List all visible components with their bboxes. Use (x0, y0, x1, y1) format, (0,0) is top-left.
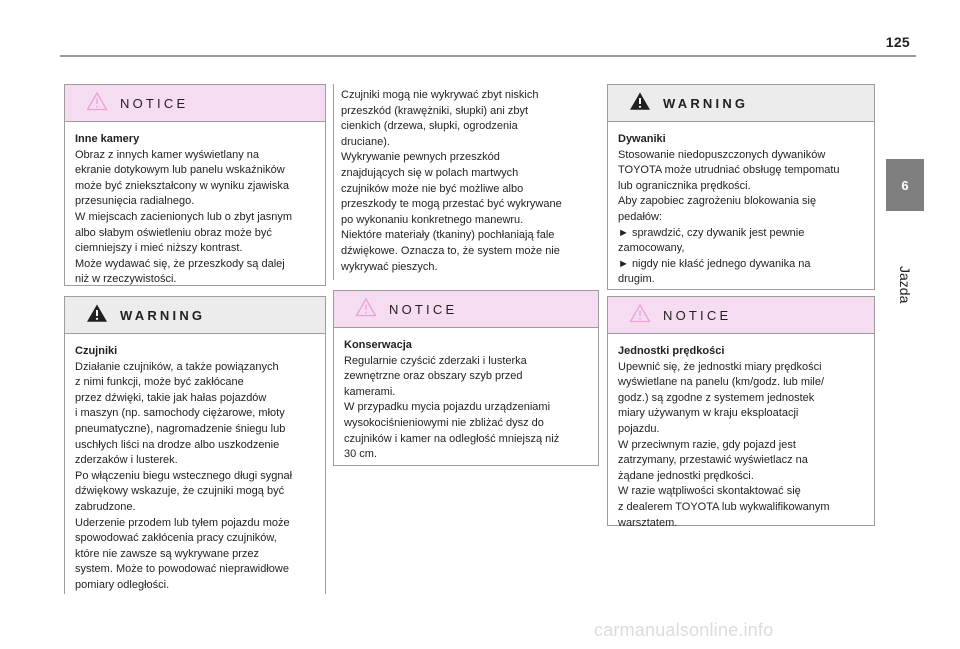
notice-triangle-icon (629, 303, 651, 328)
notice-header (608, 297, 874, 334)
notice-paragraph: Konserwacja (344, 339, 412, 351)
chapter-title: Jazda (897, 266, 913, 304)
notice-paragraph: Regularnie czyścić zderzaki i lusterka zewnętrzne oraz obszary szyb przed kamerami. (344, 354, 527, 398)
warning-header (65, 297, 325, 334)
warning-paragraph: Dywaniki (618, 133, 666, 145)
notice-label: NOTICE (389, 301, 458, 317)
notice-paragraph: Inne kamery (75, 133, 140, 145)
notice-header (334, 291, 598, 328)
notice-paragraph: Upewnić się, że jednostki miary prędkości wyświetlane na panelu (km/godz. lub mile/ godz.) są zgodne z systemem jednostek miary używanym w kraju eksploatacji pojazdu. (618, 360, 825, 435)
notice-box-other-cameras (64, 84, 326, 286)
warning-paragraph: Czujniki (75, 345, 118, 357)
notice-box-speed-units (607, 296, 875, 529)
notice-paragraph: W przeciwnym razie, gdy pojazd jest zatrzymany, przestawić wyświetlacz na żądane jednostki prędkości. (618, 438, 808, 482)
notice-paragraph: W razie wątpliwości skontaktować się z dealerem TOYOTA lub wykwalifikowanym warsztatem. (618, 485, 830, 529)
notice-body (65, 122, 325, 288)
warning-box-floor-mats (607, 84, 875, 290)
watermark-text: carmanualsonline.info (594, 620, 774, 640)
warning-paragraph: Po włączeniu biegu wstecznego długi sygnał dźwiękowy wskazuje, że czujniki mogą być zabrudzone. (75, 469, 293, 513)
warning-box-sensors (64, 296, 326, 594)
warning-triangle-icon (86, 303, 108, 328)
notice-body (608, 334, 874, 531)
warning-paragraph: ► sprawdzić, czy dywanik jest pewnie zamocowany, (618, 226, 805, 255)
header-divider (60, 55, 916, 57)
notice-header (65, 85, 325, 122)
chapter-number-tab[interactable]: 6 (886, 159, 924, 211)
warning-label: WARNING (663, 95, 749, 111)
notice-paragraph: W przypadku mycia pojazdu urządzeniami wysokociśnieniowymi nie zbliżać dysz do czujników i kamer na odległość mniejszą niż 30 cm. (344, 401, 560, 461)
warning-paragraph: Działanie czujników, a także powiązanych z nimi funkcji, może być zakłócane przez dźwięki, takie jak hałas pojazdów i maszyn (np. samochody ciężarowe, młoty pneumatyczne), nagromadzenie śniegu lub uschłych liści na drodze albo uszkodzenie zderzaków i lusterek. (75, 360, 286, 467)
notice-triangle-icon (355, 297, 377, 322)
warning-header (608, 85, 874, 122)
notice-label: NOTICE (663, 307, 732, 323)
notice-paragraph: Może wydawać się, że przeszkody są dalej niż w rzeczywistości. (75, 257, 285, 286)
warning-paragraph: Stosowanie niedopuszczonych dywaników TOYOTA może utrudniać obsługę tempomatu lub ogranicznika prędkości. (618, 148, 840, 192)
notice-paragraph: W miejscach zacienionych lub o zbyt jasnym albo słabym oświetleniu obraz może być ciemniejszy i mieć niższy kontrast. (75, 210, 293, 255)
notice-paragraph: Obraz z innych kamer wyświetlany na ekranie dotykowym lub panelu wskaźników może być zniekształcony w wyniku zjawiska przesunięcia radialnego. (75, 148, 289, 208)
warning-paragraph: Aby zapobiec zagrożeniu blokowania się pedałów: (618, 195, 817, 223)
page-number: 125 (885, 34, 910, 50)
notice-paragraph: Jednostki prędkości (618, 345, 725, 357)
warning-body (608, 122, 874, 288)
column-rule (333, 84, 334, 280)
warning-paragraph: ► nigdy nie kłaść jednego dywanika na drugim. (618, 257, 811, 286)
warning-body (65, 334, 325, 594)
warning-triangle-icon (629, 91, 651, 116)
notice-body (334, 328, 598, 463)
sensors-continued-text: Czujniki mogą nie wykrywać zbyt niskich przeszkód (krawężniki, słupki) ani zbyt cienkich (drzewa, słupki, ogrodzenia druciane). Wykrywanie pewnych przeszkód znajdujących się w polach martwych czujników może nie być możliwe albo przeszkody te mogą przestać być wykrywane po wykonaniu konkretnego manewru. Niektóre materiały (tkaniny) pochłaniają fale dźwiękowe. Oznacza to, że system może nie wykrywać pieszych. (341, 89, 562, 273)
notice-label: NOTICE (120, 95, 189, 111)
warning-label: WARNING (120, 307, 206, 323)
warning-paragraph: Uderzenie przodem lub tyłem pojazdu może spowodować zakłócenia pracy czujników, które nie zawsze są wykrywane przez system. Może to powodować nieprawidłowe pomiary odległości. (75, 516, 290, 591)
notice-triangle-icon (86, 91, 108, 116)
notice-box-maintenance (333, 290, 599, 466)
